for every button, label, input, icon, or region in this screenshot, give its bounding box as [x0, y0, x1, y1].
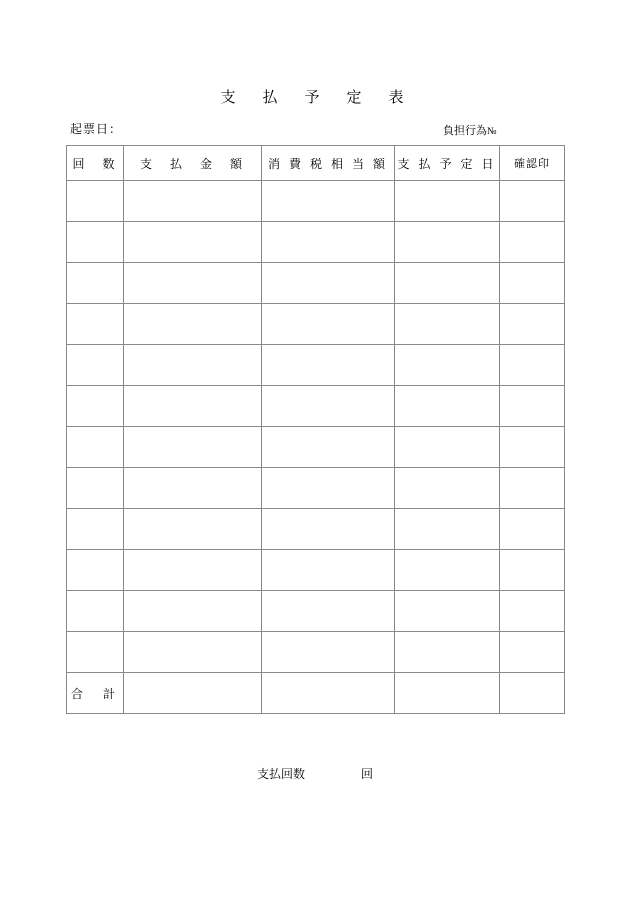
- table-row: [67, 468, 565, 509]
- cell-payment-amount[interactable]: [124, 181, 262, 222]
- table-header-row: [67, 146, 565, 181]
- cell-consumption-tax[interactable]: [262, 427, 395, 468]
- cell-consumption-tax[interactable]: [262, 222, 395, 263]
- payment-schedule-table: [66, 145, 565, 714]
- cell-confirmation-seal[interactable]: [500, 386, 565, 427]
- cell-consumption-tax[interactable]: [262, 468, 395, 509]
- table-row: [67, 222, 565, 263]
- column-header-count: 回 数: [67, 146, 124, 181]
- cell-confirmation-seal[interactable]: [500, 427, 565, 468]
- cell-confirmation-seal[interactable]: [500, 181, 565, 222]
- total-payment-date[interactable]: [395, 673, 500, 714]
- table-row: [67, 550, 565, 591]
- column-header-confirmation-seal: 確認印: [500, 146, 565, 181]
- cell-consumption-tax[interactable]: [262, 304, 395, 345]
- table-row: [67, 591, 565, 632]
- column-header-payment-amount: 支 払 金 額: [124, 146, 262, 181]
- cell-count[interactable]: [67, 591, 124, 632]
- cell-payment-date[interactable]: [395, 263, 500, 304]
- cell-payment-date[interactable]: [395, 550, 500, 591]
- cell-payment-date[interactable]: [395, 468, 500, 509]
- total-payment-amount[interactable]: [124, 673, 262, 714]
- cell-payment-amount[interactable]: [124, 263, 262, 304]
- table-row: [67, 304, 565, 345]
- cell-count[interactable]: [67, 222, 124, 263]
- column-header-payment-date: 支 払 予 定 日: [395, 146, 500, 181]
- total-confirmation-seal[interactable]: [500, 673, 565, 714]
- cell-confirmation-seal[interactable]: [500, 345, 565, 386]
- table-row: [67, 509, 565, 550]
- cell-consumption-tax[interactable]: [262, 591, 395, 632]
- cell-payment-date[interactable]: [395, 345, 500, 386]
- burden-act-label: 負担行為: [443, 125, 487, 137]
- cell-payment-amount[interactable]: [124, 591, 262, 632]
- cell-confirmation-seal[interactable]: [500, 509, 565, 550]
- cell-payment-amount[interactable]: [124, 509, 262, 550]
- cell-confirmation-seal[interactable]: [500, 263, 565, 304]
- cell-payment-date[interactable]: [395, 386, 500, 427]
- payment-count-footer: [0, 765, 630, 782]
- column-header-consumption-tax: 消 費 税 相 当 額: [262, 146, 395, 181]
- cell-payment-date[interactable]: [395, 222, 500, 263]
- cell-payment-amount[interactable]: [124, 550, 262, 591]
- cell-consumption-tax[interactable]: [262, 509, 395, 550]
- cell-confirmation-seal[interactable]: [500, 304, 565, 345]
- cell-count[interactable]: [67, 345, 124, 386]
- cell-payment-date[interactable]: [395, 591, 500, 632]
- cell-payment-amount[interactable]: [124, 222, 262, 263]
- burden-act-number: [443, 122, 497, 138]
- table-row: [67, 427, 565, 468]
- cell-count[interactable]: [67, 509, 124, 550]
- cell-confirmation-seal[interactable]: [500, 222, 565, 263]
- cell-payment-date[interactable]: [395, 509, 500, 550]
- total-consumption-tax[interactable]: [262, 673, 395, 714]
- table-row: [67, 345, 565, 386]
- cell-payment-date[interactable]: [395, 632, 500, 673]
- issue-date-label: 起票日：: [70, 122, 123, 136]
- cell-consumption-tax[interactable]: [262, 386, 395, 427]
- burden-act-no-symbol: №: [487, 126, 497, 137]
- cell-payment-date[interactable]: [395, 427, 500, 468]
- cell-payment-amount[interactable]: [124, 632, 262, 673]
- cell-payment-amount[interactable]: [124, 304, 262, 345]
- cell-confirmation-seal[interactable]: [500, 591, 565, 632]
- cell-confirmation-seal[interactable]: [500, 632, 565, 673]
- table-total-row: [67, 673, 565, 714]
- cell-confirmation-seal[interactable]: [500, 550, 565, 591]
- cell-confirmation-seal[interactable]: [500, 468, 565, 509]
- cell-count[interactable]: [67, 386, 124, 427]
- table-row: [67, 263, 565, 304]
- cell-count[interactable]: [67, 263, 124, 304]
- cell-count[interactable]: [67, 632, 124, 673]
- cell-consumption-tax[interactable]: [262, 550, 395, 591]
- cell-consumption-tax[interactable]: [262, 632, 395, 673]
- cell-count[interactable]: [67, 468, 124, 509]
- table-row: [67, 386, 565, 427]
- page-title: 支 払 予 定 表: [220, 90, 410, 106]
- cell-consumption-tax[interactable]: [262, 345, 395, 386]
- table-row: [67, 632, 565, 673]
- cell-count[interactable]: [67, 550, 124, 591]
- cell-consumption-tax[interactable]: [262, 263, 395, 304]
- table-row: [67, 181, 565, 222]
- cell-payment-date[interactable]: [395, 304, 500, 345]
- payment-count-label: 支払回数: [256, 767, 305, 781]
- cell-consumption-tax[interactable]: [262, 181, 395, 222]
- cell-payment-amount[interactable]: [124, 468, 262, 509]
- payment-count-unit: 回: [361, 767, 374, 781]
- total-label: 合 計: [67, 673, 124, 714]
- cell-payment-amount[interactable]: [124, 386, 262, 427]
- cell-payment-amount[interactable]: [124, 345, 262, 386]
- cell-count[interactable]: [67, 181, 124, 222]
- cell-payment-amount[interactable]: [124, 427, 262, 468]
- cell-count[interactable]: [67, 304, 124, 345]
- cell-count[interactable]: [67, 427, 124, 468]
- cell-payment-date[interactable]: [395, 181, 500, 222]
